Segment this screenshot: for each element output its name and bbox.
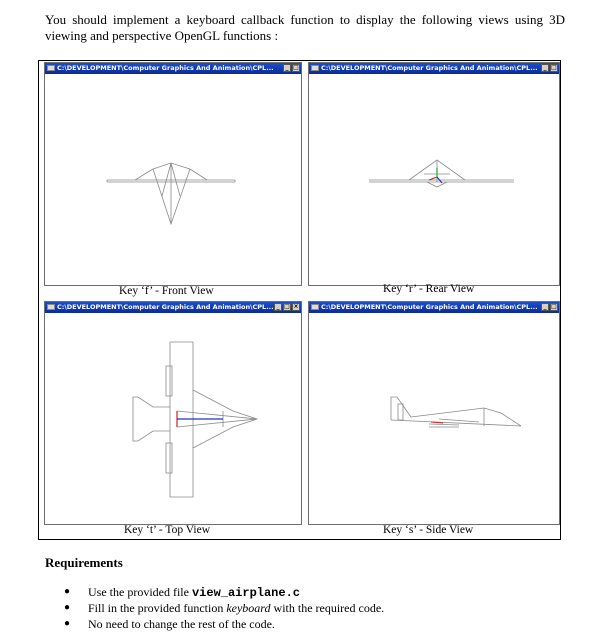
views-grid [38, 60, 561, 540]
axis-x [429, 177, 437, 180]
gl-viewport-top [45, 313, 301, 524]
close-icon[interactable]: × [293, 303, 299, 310]
window-title: C:\DEVELOPMENT\Computer Graphics And Animation\CPL... [57, 303, 274, 311]
list-item [60, 600, 384, 616]
list-item [60, 584, 384, 600]
caption-side: Key ‘s’ - Side View [383, 524, 474, 536]
side-view-window[interactable] [308, 301, 560, 525]
minimize-icon[interactable]: _ [541, 303, 549, 311]
minimize-icon[interactable]: _ [541, 64, 549, 72]
app-icon [47, 304, 55, 310]
app-icon [311, 304, 319, 310]
caption-top: Key ‘t’ - Top View [124, 524, 211, 536]
window-controls [541, 64, 558, 72]
gl-viewport-front [45, 74, 301, 285]
top-view-airplane [45, 313, 301, 523]
function-name: keyboard [226, 601, 271, 615]
item-text: Use the provided file [88, 585, 192, 599]
window-title: C:\DEVELOPMENT\Computer Graphics And Animation\CPL... [321, 64, 538, 72]
maximize-icon[interactable]: □ [551, 303, 557, 310]
front-view-window[interactable] [44, 62, 302, 286]
caption-front: Key ‘f’ - Front View [119, 285, 214, 297]
minimize-icon[interactable]: _ [283, 64, 291, 72]
caption-rear: Key ‘r’ - Rear View [383, 283, 475, 295]
side-view-airplane [309, 313, 559, 523]
item-text: No need to change the rest of the code. [88, 617, 275, 631]
list-item [60, 616, 384, 632]
item-text-suffix: with the required code. [270, 601, 385, 615]
bullet-icon: ● [64, 602, 71, 613]
file-name: view_airplane.c [191, 586, 300, 600]
maximize-icon[interactable]: □ [284, 303, 290, 310]
window-controls [283, 64, 300, 72]
top-view-window[interactable] [44, 301, 302, 525]
minimize-icon[interactable]: _ [274, 303, 282, 311]
bullet-icon: ● [64, 618, 71, 629]
window-titlebar[interactable] [45, 63, 301, 74]
rear-view-window[interactable] [308, 62, 560, 286]
maximize-icon[interactable]: □ [551, 64, 557, 71]
app-icon [47, 65, 55, 71]
window-title: C:\DEVELOPMENT\Computer Graphics And Animation\CPL... [321, 303, 538, 311]
rear-view-airplane [309, 74, 559, 284]
gl-viewport-rear [309, 74, 559, 285]
item-text: Fill in the provided function [88, 601, 227, 615]
window-titlebar[interactable] [309, 63, 559, 74]
bullet-icon: ● [64, 586, 71, 597]
window-controls [541, 303, 558, 311]
app-icon [311, 65, 319, 71]
window-titlebar[interactable] [309, 302, 559, 313]
requirements-heading: Requirements [45, 555, 123, 570]
front-view-airplane [45, 74, 301, 284]
maximize-icon[interactable]: □ [293, 64, 299, 71]
window-controls [274, 303, 300, 311]
window-title: C:\DEVELOPMENT\Computer Graphics And Animation\CPL... [57, 64, 274, 72]
window-titlebar[interactable] [45, 302, 301, 313]
requirements-list [60, 584, 384, 632]
gl-viewport-side [309, 313, 559, 524]
intro-text: You should implement a keyboard callback function to display the following views using 3D viewing and perspective OpenGL functions : [45, 12, 565, 43]
